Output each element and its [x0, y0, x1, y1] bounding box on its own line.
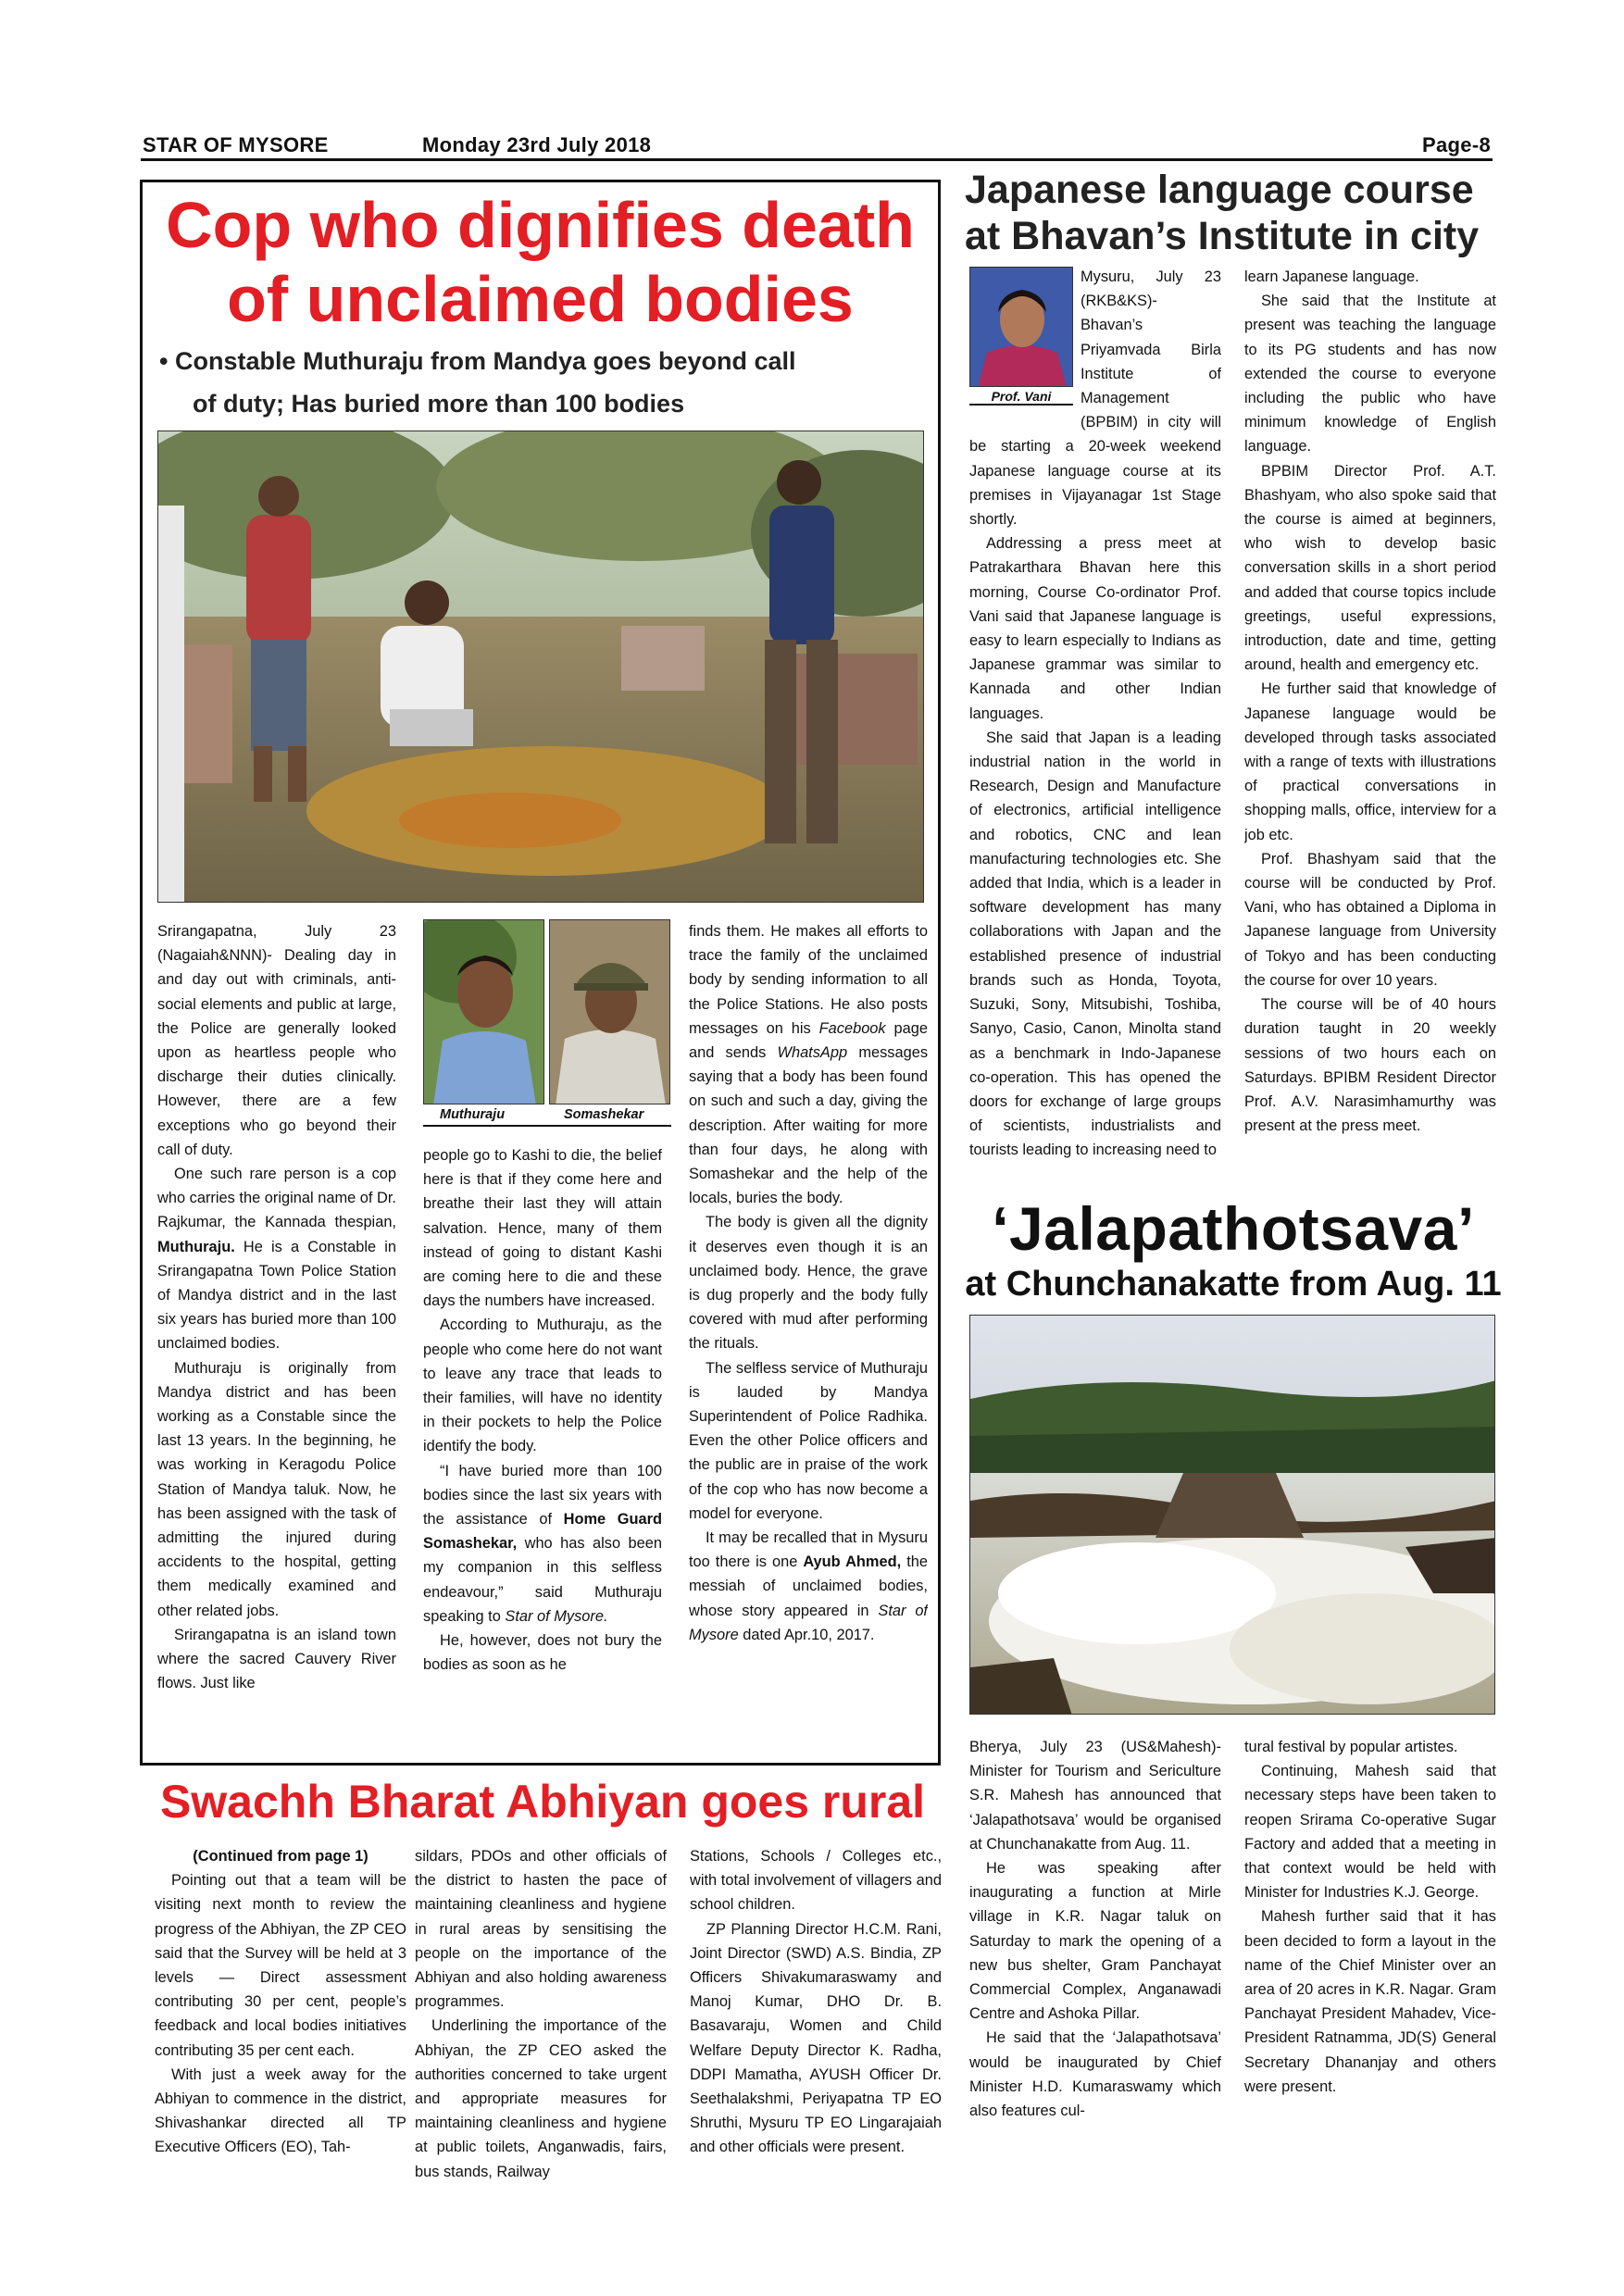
issue-date: Monday 23rd July 2018 [422, 133, 652, 156]
paragraph: Mahesh further said that it has been decided to form a layout in the name of the Chief Minister over an area of 20 acres in K.R. Nagar. Gram Panchayat President Mahadev, Vice-President Ratnamma, JD(S) General Secretary Dhananjay and others were present. [1244, 1908, 1496, 2095]
paragraph: sildars, PDOs and other officials of the district to hasten the pace of maintaining cleanliness and hygiene in rural areas by sensitising the people on the importance of the Abhiyan and also holding awareness programmes. [415, 1848, 667, 2011]
cop-column-1 [157, 919, 396, 1753]
paper-name: STAR OF MYSORE [143, 133, 329, 156]
portrait-captions [423, 1106, 671, 1127]
cop-subhead-line1: • Constable Muthuraju from Mandya goes beyond call [159, 347, 796, 375]
jalapathotsava-headline: ‘Jalapathotsava’ [992, 1194, 1475, 1263]
caption-somashekar: Somashekar [564, 1107, 644, 1122]
text-run: dated Apr.10, 2017. [743, 1626, 875, 1643]
text-run: page and sends [689, 1019, 928, 1062]
text-run-italic: WhatsApp [777, 1044, 848, 1062]
paragraph: Pointing out that a team will be visiting next month to review the progress of the Abhiyan, the ZP CEO said that the Survey will be held at 3 levels — Direct assessment contributing 30 per cent, people’s feedback and local bodies initiatives contributing 35 per cent each. [155, 1872, 406, 2059]
text-run: He is a Constable in Srirangapatna Town Police Station of Mandya district and in the last six years has buried more than 100 unclaimed bodies. [157, 1238, 396, 1353]
paragraph [157, 1162, 396, 1356]
text-run-bold: Muthuraju. [157, 1238, 235, 1255]
text-run-bold: Ayub Ahmed, [803, 1554, 902, 1571]
text-run: the messiah of unclaimed bodies, whose story appeared in [689, 1554, 928, 1619]
paragraph: Mysuru, July 23 (RKB&KS)- Bhavan’s Priyamvada Birla Institute of Management (BPBIM) in city will be starting a 20-week weekend Japanese language course at its premises in Vijayanagar 1st Stage shortly. [969, 268, 1221, 529]
cop-column-2 [423, 1143, 662, 1754]
cop-column-3 [689, 919, 928, 1753]
paragraph: Srirangapatna, July 23 (Nagaiah&NNN)- Dealing day in and day out with criminals, anti-social elements and public at large, the Police are generally looked upon as heartless people who discharge their duties clinically. However, there are a few exceptions who go beyond their call of duty. [157, 923, 396, 1158]
paragraph: He said that the ‘Jalapathotsava’ would be inaugurated by Chief Minister H.D. Kumaraswamy which also features cul- [969, 2029, 1221, 2120]
paragraph: Bherya, July 23 (US&Mahesh)- Minister for Tourism and Sericulture S.R. Mahesh has announced that ‘Jalapathotsava’ would be organised at Chunchanakatte from Aug. 11. [969, 1739, 1221, 1853]
paragraph: The body is given all the dignity it deserves even though it is an unclaimed body. Hence, the grave is dug properly and the body fully covered with mud after performing the rituals. [689, 1214, 928, 1353]
paragraph: people go to Kashi to die, the belief here is that if they come here and breathe their last they will attain salvation. Hence, many of them instead of going to distant Kashi are coming here to die and these days the numbers have increased. [423, 1147, 662, 1310]
text-run-italic: Facebook [818, 1019, 886, 1037]
text-run: messages saying that a body has been found on such and such a day, giving the description. After waiting for more than four days, he along with Somashekar and the help of the locals, buries the body. [689, 1044, 928, 1207]
paragraph: He further said that knowledge of Japanese language would be developed through tasks associated with a range of texts with illustrations of practical conversations in shopping malls, office, interview for a job etc. [1244, 680, 1496, 843]
paragraph: BPBIM Director Prof. A.T. Bhashyam, who also spoke said that the course is aimed at beginners, who wish to develop basic conversation skills in a short period and added that course topics include greetings, useful expressions, introduction, date and time, getting around, health and emergency etc. [1244, 462, 1496, 674]
muthuraju-portrait [423, 919, 544, 1104]
cop-headline-line1: Cop who dignifies death [166, 189, 915, 261]
text-run: One such rare person is a cop who carries the original name of Dr. Rajkumar, the Kannada thespian, [157, 1166, 396, 1231]
text-run: finds them. He makes all efforts to trace the family of the unclaimed body by sending information to all the Police Stations. He also posts messages on his [689, 923, 928, 1037]
paragraph: She said that Japan is a leading industrial nation in the world in Research, Design and Manufacture of electronics, artificial intelligence and robotics, CNC and lean manufacturing technologies etc. She added that India, which is a leader in software development has many collaborations with Japan and the established presence of industrial brands such as Honda, Toyota, Suzuki, Sony, Mitsubishi, Toshiba, Sanyo, Casio, Canon, Minolta stand as a benchmark in Indo-Japanese co-operation. This has opened the doors for exchange of large groups of scientists, industrialists and tourists leading to increasing need to [969, 729, 1221, 1159]
paragraph: Underlining the importance of the Abhiyan, the ZP CEO asked the authorities concerned to take urgent and appropriate measures for maintaining cleanliness and hygiene at public toilets, Anganwadis, fairs, bus stands, Railway [415, 2017, 667, 2180]
paragraph: The selfless service of Muthuraju is lauded by Mandya Superintendent of Police Radhika. Even the other Police officers and the public are in praise of the work of the cop who has now become a model for everyone. [689, 1359, 928, 1522]
paragraph: Muthuraju is originally from Mandya district and has been working as a Constable since the last 13 years. In the beginning, he was working in Keragodu Police Station of Mandya taluk. Now, he has been assigned with the task of admitting the injured during accidents to the hospital, getting them medically examined and other related jobs. [157, 1359, 396, 1619]
paragraph: He, however, does not bury the bodies as soon as he [423, 1632, 662, 1674]
jalapathotsava-column-2 [1244, 1735, 1496, 2198]
swachh-column-2 [415, 1844, 667, 2196]
page-number: Page-8 [1422, 133, 1491, 156]
text-run-bold: Home Guard Somashekar, [423, 1511, 662, 1553]
paragraph: ZP Planning Director H.C.M. Rani, Joint Director (SWD) A.S. Bindia, ZP Officers Shivakumaraswamy and Manoj Kumar, DHO Dr. B. Basavaraju, Women and Child Welfare Deputy Director K. Radha, DDPI Mamatha, AYUSH Officer Dr. Seethalakshmi, Periyapatna TP EO Shruthi, Mysuru TP EO Lingarajaiah and other officials were present. [690, 1920, 942, 2156]
japanese-column-2 [1244, 265, 1496, 1183]
masthead [141, 133, 1493, 161]
cop-headline-line2: of unclaimed bodies [227, 263, 854, 335]
text-run-italic: Star of Mysore [689, 1602, 928, 1643]
text-run: It may be recalled that in Mysuru too there is one [689, 1529, 928, 1571]
text-run: who has also been my companion in this selfless endeavour,” said Muthuraju speaking to [423, 1535, 662, 1625]
paragraph [689, 919, 928, 1210]
swachh-column-1 [155, 1844, 406, 2196]
paragraph: learn Japanese language. [1244, 268, 1419, 285]
paragraph: Addressing a press meet at Patrakarthara Bhavan here this morning, Course Co-ordinator Prof. Vani said that Japanese language is easy to learn especially to Indians as Japanese grammar was similar to Kannada and other Indian languages. [969, 535, 1221, 722]
cop-story-box [140, 180, 941, 1766]
jalapathotsava-column-1 [969, 1735, 1221, 2198]
cemetery-photo [157, 430, 924, 903]
prof-vani-photo [969, 267, 1073, 407]
jalapathotsava-subhead: at Chunchanakatte from Aug. 11 [965, 1265, 1502, 1304]
somashekar-portrait [549, 919, 670, 1104]
prof-vani-caption: Prof. Vani [969, 387, 1073, 406]
text-run-italic: Star of Mysore. [505, 1607, 608, 1625]
swachh-column-3 [690, 1844, 942, 2196]
japanese-headline: Japanese language course at Bhavan’s Institute in city [965, 168, 1480, 258]
paragraph: Prof. Bhashyam said that the course will be conducted by Prof. Vani, who has obtained a Diploma in Japanese language from University of Tokyo and has been conducting the course for over 10 years. [1244, 850, 1496, 989]
swachh-headline: Swachh Bharat Abhiyan goes rural [159, 1776, 926, 1828]
paragraph: He was speaking after inaugurating a function at Mirle village in K.R. Nagar taluk on Saturday to mark the opening of a new bus shelter, Gram Panchayat Commercial Complex, Anganawadi Centre and Ashoka Pillar. [969, 1860, 1221, 2023]
caption-muthuraju: Muthuraju [440, 1107, 506, 1122]
cop-subheadline [159, 340, 918, 425]
continued-note: (Continued from page 1) [193, 1848, 369, 1865]
paragraph: She said that the Institute at present was teaching the language to its PG students and has now extended the course to everyone including the public who have minimum knowledge of English language. [1244, 293, 1496, 455]
paragraph: tural festival by popular artistes. [1244, 1739, 1458, 1755]
prof-vani-image [969, 267, 1073, 387]
paragraph: With just a week away for the Abhiyan to commence in the district, Shivashankar directed all TP Executive Officers (EO), Tah- [155, 2065, 406, 2156]
paragraph [423, 1459, 662, 1628]
portraits [423, 919, 671, 1130]
paragraph: The course will be of 40 hours duration taught in 20 weekly sessions of two hours each on Saturdays. BPIBM Resident Director Prof. A.V. Narasimhamurthy was present at the press meet. [1244, 996, 1496, 1135]
waterfall-photo [969, 1315, 1495, 1715]
paragraph: Stations, Schools / Colleges etc., with total involvement of villagers and school children. [690, 1848, 942, 1914]
paragraph: Srirangapatna is an island town where the sacred Cauvery River flows. Just like [157, 1626, 396, 1692]
cop-subhead-line2: of duty; Has buried more than 100 bodies [193, 390, 685, 418]
paragraph: According to Muthuraju, as the people who come here do not want to leave any trace that leads to their families, will have no identity in their pockets to help the Police identify the body. [423, 1316, 662, 1455]
japanese-column-1 [969, 265, 1221, 1183]
text-run: “I have buried more than 100 bodies since the last six years with the assistance of [423, 1462, 662, 1529]
cop-headline [143, 188, 938, 336]
paragraph [689, 1526, 928, 1647]
paragraph: Continuing, Mahesh said that necessary steps have been taken to reopen Srirama Co-operative Sugar Factory and added that a meeting in that context would be held with Minister for Industries K.J. George. [1244, 1763, 1496, 1902]
